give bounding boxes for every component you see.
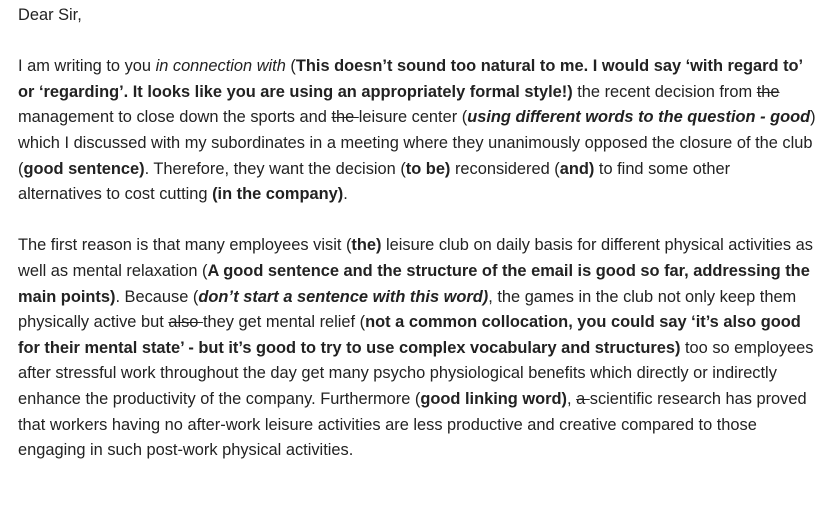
text-segment: ( (285, 57, 296, 76)
feedback-comment: using different words to the question - good (467, 108, 811, 127)
paragraph-1 (18, 54, 818, 208)
text-segment: reconsidered ( (450, 159, 560, 178)
text-segment: leisure center ( (358, 108, 468, 127)
salutation: Dear Sir, (18, 6, 82, 24)
strikethrough-word: a (576, 389, 590, 408)
strikethrough-word: also (168, 313, 203, 332)
text-segment: the recent decision from (572, 82, 757, 101)
feedback-comment: don’t start a sentence with this word) (198, 287, 489, 306)
text-segment: too so employees after stressful work throughout the day get many psycho physiological benefits which directly or indirectly enhance the productivity of the company. Furthermore ( (18, 338, 814, 408)
italic-phrase: in connection with (155, 57, 286, 76)
correction-insertion: (in the company) (212, 185, 344, 204)
text-segment: The first reason is that many employees visit ( (18, 236, 352, 255)
text-segment: , the games in the club not only keep them physically active but (18, 287, 797, 332)
correction-insertion: and) (559, 159, 595, 178)
text-segment: . (343, 185, 348, 204)
correction-insertion: the) (351, 236, 382, 255)
correction-insertion: to be) (405, 159, 451, 178)
text-segment: . Because ( (115, 287, 199, 306)
text-segment: , (566, 389, 577, 408)
feedback-comment: good linking word) (420, 389, 567, 408)
text-segment: to find some other alternatives to cost cutting (18, 159, 731, 204)
feedback-comment: not a common collocation, you could say ‘it’s also good for their mental state’ - but it’s good to try to use complex vocabulary and structures) (18, 313, 801, 357)
text-segment: scientific research has proved that workers having no after-work leisure activities are less productive and creative compared to those engaging in such post-work physical activities. (18, 389, 807, 460)
strikethrough-word: the (756, 82, 780, 101)
text-segment: I am writing to you (18, 57, 156, 76)
text-segment: ) which I discussed with my subordinates in a meeting where they unanimously opposed the closure of the club ( (18, 108, 816, 178)
text-segment: . Therefore, they want the decision ( (144, 159, 406, 178)
text-segment: they get mental relief ( (202, 313, 366, 332)
strikethrough-word: the (331, 108, 359, 127)
text-segment: management to close down the sports and (18, 108, 332, 127)
feedback-comment: This doesn’t sound too natural to me. I would say ‘with regard to’ or ‘regarding’. It looks like you are using an appropriately formal style!) (18, 57, 803, 101)
paragraph-2 (18, 233, 818, 463)
feedback-comment: good sentence) (23, 159, 145, 178)
text-segment: leisure club on daily basis for different physical activities as well as mental relaxation ( (18, 236, 813, 280)
feedback-comment: A good sentence and the structure of the email is good so far, addressing the main points) (18, 261, 810, 306)
